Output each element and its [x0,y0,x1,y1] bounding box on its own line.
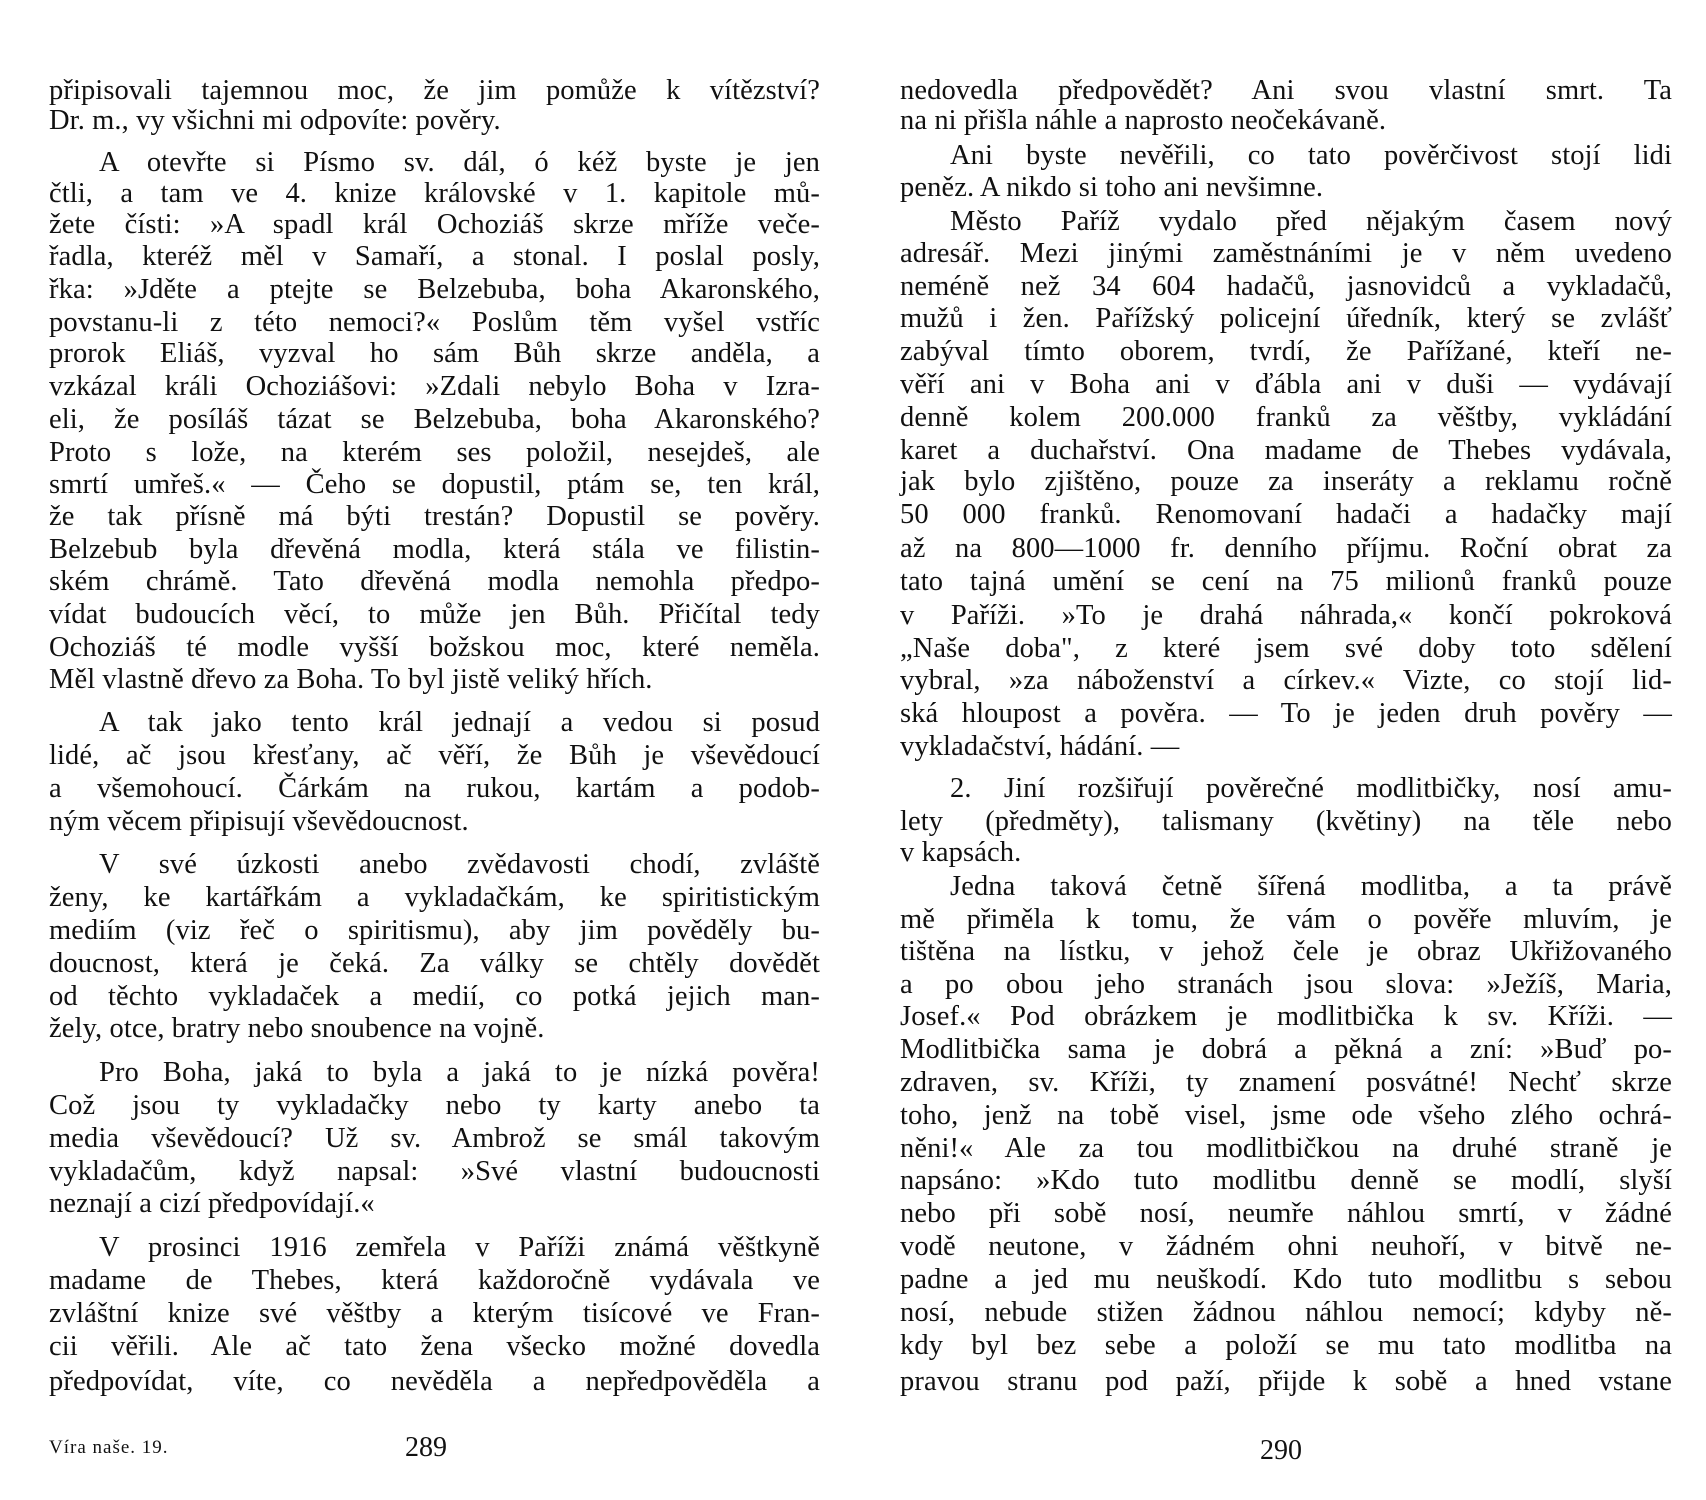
text-line: mužů i žen. Pařížský policejní úředník, který se zvlášť [900,303,1672,335]
text-line: v Paříži. »To je drahá náhrada,« končí pokroková [900,599,1672,631]
text-line: napsáno: »Kdo tuto modlitbu denně se modlí, slyší [900,1165,1672,1197]
text-line: padne a jed mu neuškodí. Kdo tuto modlitbu s sebou [900,1263,1672,1295]
text-line: media vševědoucí? Už sv. Ambrož se smál takovým [49,1122,820,1154]
text-line: peněz. A nikdo si toho ani nevšimne. [900,172,1324,204]
text-line: věří ani v Boha ani v ďábla ani v duši — vydávají [900,368,1672,400]
text-line: neméně než 34 604 hadačů, jasnovidců a vykladačů, [900,270,1672,302]
text-line: něni!« Ale za tou modlitbičkou na druhé straně je [900,1132,1672,1164]
text-line: Jedna taková četně šířená modlitba, a ta právě [950,871,1672,903]
text-line: lety (předměty), talismany (květiny) na těle nebo [900,805,1672,837]
text-line: A otevřte si Písmo sv. dál, ó kéž byste je jen [99,146,820,178]
text-line: kdy byl bez sebe a položí se mu tato modlitba na [900,1329,1672,1361]
text-line: a po obou jeho stranách jsou slova: »Ježíš, Maria, [900,968,1672,1000]
text-line: cii věřili. Ale ač tato žena všecko možné dovedla [49,1330,820,1362]
text-line: ným věcem připisují vševědoucnost. [49,805,469,837]
text-line: ském chrámě. Tato dřevěná modla nemohla předpo- [49,565,820,597]
text-line: tato tajná umění se cení na 75 milionů franků pouze [900,565,1672,597]
text-line: doucnost, která je čeká. Za války se chtěly dovědět [49,947,820,979]
text-line: Belzebub byla dřevěná modla, která stála ve filistin- [49,534,820,566]
text-line: prorok Eliáš, vyzval ho sám Bůh skrze anděla, a [49,338,820,370]
text-line: Dr. m., vy všichni mi odpovíte: pověry. [49,105,501,137]
text-line: vybral, »za náboženství a církev.« Vizte, co stojí lid- [900,665,1672,697]
text-line: tištěna na lístku, v jehož čele je obraz Ukřižovaného [900,935,1672,967]
text-line: Měl vlastně dřevo za Boha. To byl jistě veliký hřích. [49,664,653,696]
text-line: až na 800—1000 fr. denního příjmu. Roční obrat za [900,533,1672,565]
text-line: smrtí umřeš.« — Čeho se dopustil, ptám se, ten král, [49,468,820,500]
text-line: Proto s lože, na kterém ses položil, nesejdeš, ale [49,436,820,468]
text-line: zdraven, sv. Kříži, ty znamení posvátné! Nechť skrze [900,1066,1672,1098]
text-line: a všemohoucí. Čárkám na rukou, kartám a podob- [49,772,820,804]
text-line: zvláštní knize své věštby a kterým tisícové ve Fran- [49,1297,820,1329]
text-line: Ani byste nevěřili, co tato pověrčivost stojí lidi [950,140,1672,172]
text-line: Josef.« Pod obrázkem je modlitbička k sv. Kříži. — [900,1001,1672,1033]
text-line: „Naše doba", z které jsem své doby toto sdělení [900,632,1672,664]
text-line: vodě neutone, v žádném ohni neuhoří, v bitvě ne- [900,1231,1672,1263]
text-line: žete čísti: »A spadl král Ochoziáš skrze mříže veče- [49,209,820,241]
page-number-right: 290 [1260,1435,1302,1466]
text-line: ženy, ke kartářkám a vykladačkám, ke spiritistickým [49,882,820,914]
text-line: vzkázal králi Ochoziášovi: »Zdali nebylo Boha v Izra- [49,371,820,403]
text-line: vykladačství, hádání. — [900,731,1180,763]
text-line: že tak přísně má býti trestán? Dopustil se pověry. [49,501,820,533]
text-line: V své úzkosti anebo zvědavosti chodí, zvláště [99,849,820,881]
text-line: řadla, kteréž měl v Samaří, a stonal. I poslal posly, [49,240,820,272]
text-line: připisovali tajemnou moc, že jim pomůže k vítězství? [49,74,820,106]
text-line: v kapsách. [900,837,1022,869]
text-line: mě přiměla k tomu, že vám o pověře mluvím, je [900,903,1672,935]
text-line: adresář. Mezi jinými zaměstnáními je v něm uvedeno [900,237,1672,269]
text-line: Ochoziáš té modle vyšší božskou moc, které neměla. [49,631,820,663]
text-line: lidé, ač jsou křesťany, ač věří, že Bůh je vševědoucí [49,739,820,771]
text-line: V prosinci 1916 zemřela v Paříži známá věštkyně [99,1232,820,1264]
text-line: madame de Thebes, která každoročně vydávala ve [49,1264,820,1296]
text-line: vykladačům, když napsal: »Své vlastní budoucnosti [49,1155,820,1187]
text-line: pravou stranu pod paží, přijde k sobě a hned vstane [900,1365,1672,1397]
book-footer-title: Víra naše. 19. [49,1437,169,1458]
text-line: mediím (viz řeč o spiritismu), aby jim pověděly bu- [49,914,820,946]
text-line: nedovedla předpovědět? Ani svou vlastní smrt. Ta [900,74,1672,106]
text-line: žely, otce, bratry nebo snoubence na vojně. [49,1013,545,1045]
text-line: Město Paříž vydalo před nějakým časem nový [950,205,1672,237]
text-line: řka: »Jděte a ptejte se Belzebuba, boha Akaronského, [49,273,820,305]
text-line: nosí, nebude stižen žádnou náhlou nemocí; kdyby ně- [900,1296,1672,1328]
text-line: předpovídat, víte, co nevěděla a nepředpověděla a [49,1365,820,1397]
text-line: čtli, a tam ve 4. knize královské v 1. kapitole mů- [49,177,820,209]
text-line: povstanu-li z této nemoci?« Poslům těm vyšel vstříc [49,306,820,338]
text-line: vídat budoucích věcí, to může jen Bůh. Přičítal tedy [49,598,820,630]
text-line: 50 000 franků. Renomovaní hadači a hadačky mají [900,499,1672,531]
text-line: na ni přišla náhle a naprosto neočekávaně. [900,105,1387,137]
text-line: nebo při sobě nosí, neumře náhlou smrtí, v žádné [900,1198,1672,1230]
text-line: Což jsou ty vykladačky nebo ty karty anebo ta [49,1089,820,1121]
text-line: Pro Boha, jaká to byla a jaká to je nízká pověra! [99,1057,820,1089]
text-line: toho, jenž na tobě visel, jsme ode všeho zlého ochrá- [900,1099,1672,1131]
text-line: zabýval tímto oborem, tvrdí, že Pařížané, kteří ne- [900,336,1672,368]
text-line: ská hloupost a pověra. — To je jeden druh pověry — [900,698,1672,730]
text-line: 2. Jiní rozšiřují pověrečné modlitbičky, nosí amu- [950,772,1672,804]
page-number-left: 289 [405,1432,447,1463]
text-line: od těchto vykladaček a medií, co potká jejich man- [49,980,820,1012]
text-line: neznají a cizí předpovídají.« [49,1188,375,1220]
text-line: denně kolem 200.000 franků za věštby, vykládání [900,401,1672,433]
text-line: A tak jako tento král jednají a vedou si posud [99,707,820,739]
text-line: Modlitbička sama je dobrá a pěkná a zní: »Buď po- [900,1034,1672,1066]
text-line: jak bylo zjištěno, pouze za inseráty a reklamu ročně [900,466,1672,498]
text-line: karet a duchařství. Ona madame de Thebes vydávala, [900,434,1672,466]
text-line: eli, že posíláš tázat se Belzebuba, boha Akaronského? [49,404,820,435]
